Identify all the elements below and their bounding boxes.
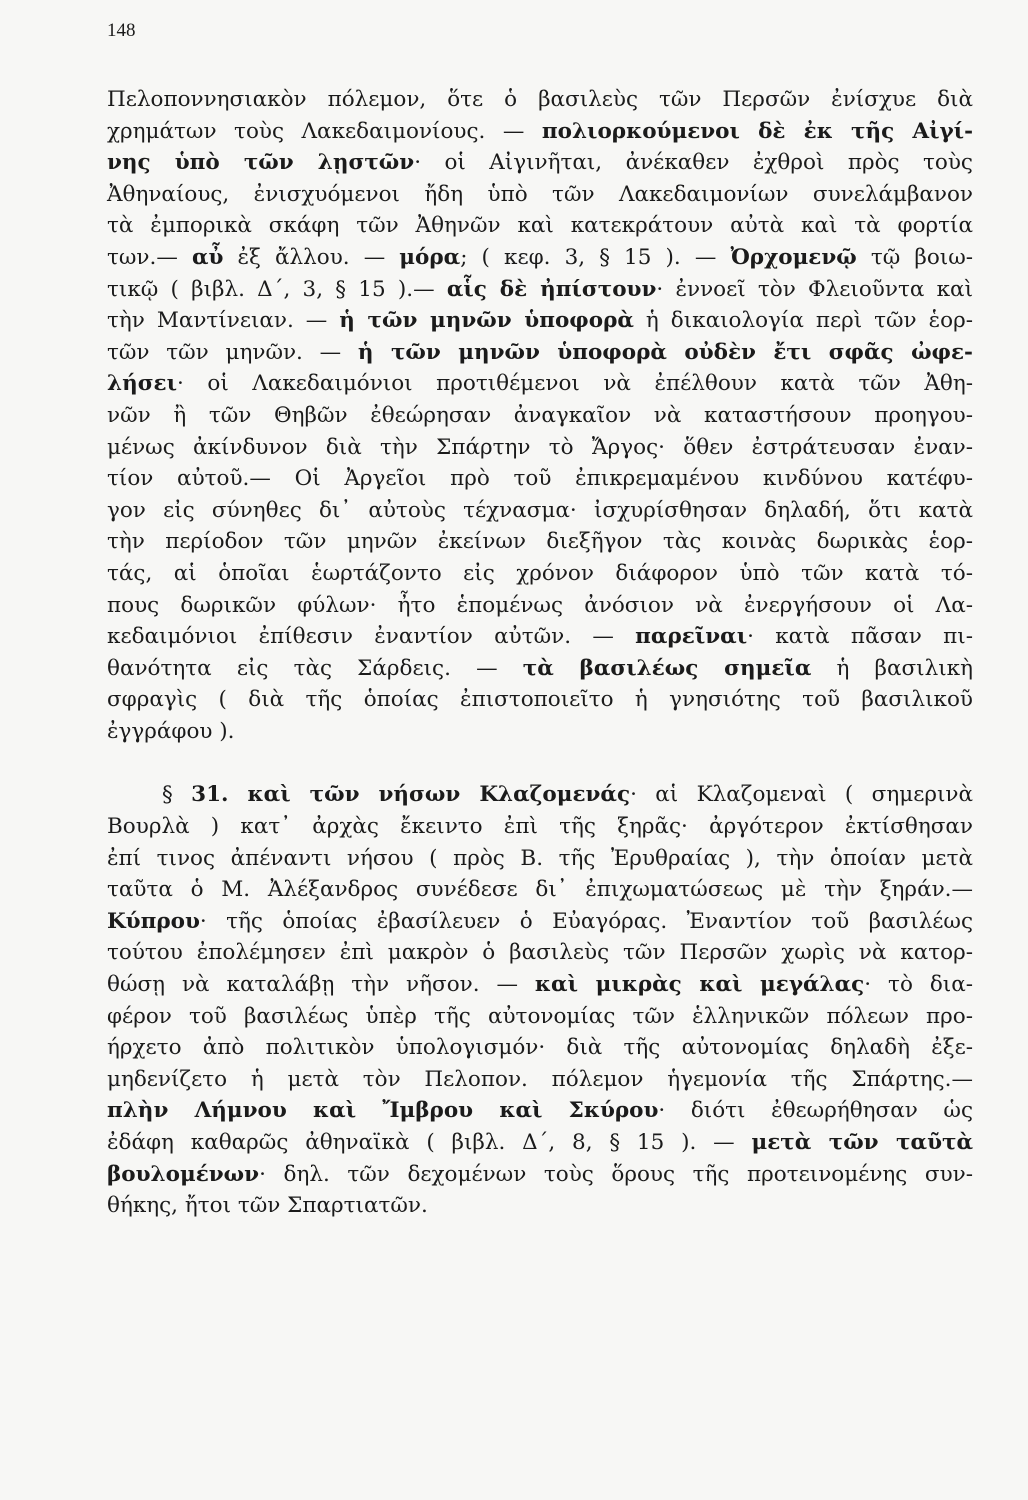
text-run: Βουρλὰ ) κατ᾽ ἀρχὰς ἔκειντο ἐπὶ τῆς ξηρᾶς· ἀργότερον ἐκτίσθησαν — [107, 814, 973, 840]
text-run: · αἱ Κλαζομεναὶ ( σημερινὰ — [630, 782, 973, 808]
text-run: ἐγγράφου ). — [107, 718, 235, 744]
text-line — [107, 400, 973, 432]
text-run: φέρον τοῦ βασιλέως ὑπὲρ τῆς αὐτονομίας τῶν ἑλληνικῶν πόλεων προ- — [107, 1003, 973, 1029]
text-run: κεδαιμόνιοι ἐπίθεσιν ἐναντίον αὐτῶν. — — [107, 624, 636, 650]
text-run: ταῦτα ὁ Μ. Ἀλέξανδρος συνέδεσε δι᾽ ἐπιχωματώσεως μὲ τὴν ξηράν.— — [107, 877, 973, 903]
text-run: τὴν περίοδον τῶν μηνῶν ἐκείνων διεξῆγον τὰς κοινὰς δωρικὰς ἑορ- — [107, 529, 973, 555]
text-run: · ἐννοεῖ τὸν Φλειοῦντα καὶ — [656, 276, 973, 302]
text-line — [107, 1127, 973, 1159]
text-line — [107, 621, 973, 653]
lemma-term: μετὰ τῶν ταῦτὰ — [751, 1130, 973, 1155]
text-line — [107, 210, 973, 242]
lemma-term: αὖ — [191, 244, 224, 270]
lemma-term: Ὀρχομενῷ — [730, 244, 857, 270]
text-run: τικῷ ( βιβλ. Δ΄, 3, § 15 ).— — [107, 276, 447, 302]
text-run: Ἀθηναίους, ἐνισχυόμενοι ἤδη ὑπὸ τῶν Λακεδαιμονίων συνελάμβανον — [107, 181, 973, 207]
text-line — [107, 495, 973, 527]
text-run: θώσῃ νὰ καταλάβῃ τὴν νῆσον. — — [107, 972, 535, 998]
text-run: ἡ βασιλικὴ — [811, 655, 973, 681]
text-run: ; ( κεφ. 3, § 15 ). — — [460, 244, 731, 270]
text-line — [107, 1001, 973, 1033]
text-run: · τῆς ὁποίας ἐβασίλευεν ὁ Εὐαγόρας. Ἐναντίον τοῦ βασιλέως — [199, 908, 973, 934]
text-run: Πελοποννησιακὸν πόλεμον, ὅτε ὁ βασιλεὺς τῶν Περσῶν ἐνίσχυε διὰ — [107, 87, 973, 112]
commentary-paragraph-2 — [107, 779, 973, 1221]
lemma-term: πολιορκούμενοι δὲ ἐκ τῆς Αἰγί- — [541, 118, 973, 144]
text-run: ἐδάφη καθαρῶς ἀθηναϊκὰ ( βιβλ. Δ΄, 8, § 15 ). — — [107, 1130, 752, 1155]
lemma-term: ἡ τῶν μηνῶν ὑποφορὰ οὐδὲν ἔτι σφᾶς ὠφε- — [357, 339, 973, 365]
text-line — [107, 1032, 973, 1064]
text-line — [107, 811, 973, 843]
text-run: πους δωρικῶν φύλων· ἦτο ἑπομένως ἀνόσιον νὰ ἐνεργήσουν οἱ Λα- — [107, 592, 973, 618]
commentary-paragraph-1 — [107, 84, 973, 747]
text-run: · τὸ δια- — [864, 972, 973, 998]
text-line — [107, 179, 973, 211]
lemma-term: Κύπρου — [107, 908, 200, 934]
lemma-term: βουλομένων — [107, 1161, 260, 1187]
lemma-term: λήσει — [107, 371, 178, 397]
text-run: μένως ἀκίνδυνον διὰ τὴν Σπάρτην τὸ Ἄργος· ὅθεν ἐστράτευσαν ἐναν- — [107, 434, 973, 460]
text-run: · οἱ Αἰγινῆται, ἀνέκαθεν ἐχθροὶ πρὸς τοὺς — [414, 150, 973, 176]
paragraph-gap — [107, 747, 973, 779]
text-line — [107, 558, 973, 590]
text-run: τάς, αἱ ὁποῖαι ἑωρτάζοντο εἰς χρόνον διάφορον ὑπὸ τῶν κατὰ τό- — [107, 560, 973, 586]
text-run: ἐξ ἄλλου. — — [223, 244, 400, 270]
text-run: τὴν Μαντίνειαν. — — [107, 308, 340, 334]
text-line — [107, 274, 973, 306]
text-line — [107, 1159, 973, 1191]
text-line — [107, 147, 973, 179]
text-line — [107, 337, 973, 369]
text-run: ἐπί τινος ἀπέναντι νήσου ( πρὸς Β. τῆς Ἐρυθραίας ), τὴν ὁποίαν μετὰ — [107, 845, 973, 871]
text-line — [107, 716, 973, 748]
commentary-text — [107, 84, 973, 1222]
lemma-term: παρεῖναι — [635, 624, 748, 650]
lemma-term: μόρα — [399, 244, 461, 270]
text-run: · διότι ἐθεωρήθησαν ὡς — [658, 1098, 973, 1124]
text-line — [107, 969, 973, 1001]
text-run: χρημάτων τοὺς Λακεδαιμονίους. — — [107, 118, 542, 144]
text-line — [107, 874, 973, 906]
text-line — [107, 1190, 973, 1222]
text-run: των.— — [107, 244, 192, 270]
text-line — [107, 653, 973, 685]
text-run: σφραγὶς ( διὰ τῆς ὁποίας ἐπιστοποιεῖτο ἡ γνησιότης τοῦ βασιλικοῦ — [107, 687, 973, 713]
text-line — [107, 937, 973, 969]
text-run: τούτου ἐπολέμησεν ἐπὶ μακρὸν ὁ βασιλεὺς τῶν Περσῶν χωρὶς νὰ κατορ- — [107, 940, 973, 966]
text-run: γον εἰς σύνηθες δι᾽ αὐτοὺς τέχνασμα· ἰσχυρίσθησαν δηλαδή, ὅτι κατὰ — [107, 497, 973, 523]
text-run: μηδενίζετο ἡ μετὰ τὸν Πελοπον. πόλεμον ἡγεμονία τῆς Σπάρτης.— — [107, 1066, 973, 1092]
text-run: νῶν ἢ τῶν Θηβῶν ἐθεώρησαν ἀναγκαῖον νὰ καταστήσουν προηγου- — [107, 402, 973, 428]
text-run: ἡ δικαιολογία περὶ τῶν ἑορ- — [633, 308, 973, 334]
text-line — [107, 368, 973, 400]
text-run: τῷ βοιω- — [856, 244, 973, 270]
text-line — [107, 1064, 973, 1096]
lemma-term: καὶ μικρὰς καὶ μεγάλας — [534, 972, 865, 998]
lemma-term: ἡ τῶν μηνῶν ὑποφορὰ — [339, 308, 634, 334]
text-line — [107, 684, 973, 716]
text-line — [107, 843, 973, 875]
text-run: θήκης, ἤτοι τῶν Σπαρτιατῶν. — [107, 1193, 428, 1219]
text-line — [107, 906, 973, 938]
text-line — [107, 1095, 973, 1127]
text-line — [107, 590, 973, 622]
text-run: · κατὰ πᾶσαν πι- — [747, 624, 973, 650]
text-line — [107, 463, 973, 495]
text-run: ήρχετο ἀπὸ πολιτικὸν ὑπολογισμόν· διὰ τῆς αὐτονομίας δηλαδὴ ἐξε- — [107, 1035, 973, 1061]
text-run: · δηλ. τῶν δεχομένων τοὺς ὅρους τῆς προτεινομένης συν- — [259, 1161, 973, 1187]
text-run: · οἱ Λακεδαιμόνιοι προτιθέμενοι νὰ ἐπέλθουν κατὰ τῶν Ἀθη- — [177, 371, 973, 397]
lemma-term: αἷς δὲ ἠπίστουν — [446, 276, 657, 302]
lemma-term: πλὴν Λήμνου καὶ Ἴμβρου καὶ Σκύρου — [107, 1098, 659, 1124]
text-line — [107, 526, 973, 558]
text-run: θανότητα εἰς τὰς Σάρδεις. — — [107, 655, 523, 681]
text-line — [107, 242, 973, 274]
text-run: § — [162, 782, 192, 808]
lemma-term: νης ὑπὸ τῶν λῃστῶν — [107, 150, 415, 176]
lemma-term: τὰ βασιλέως σημεῖα — [522, 655, 812, 681]
page-number: 148 — [107, 20, 136, 41]
text-run: τῶν τῶν μηνῶν. — — [107, 339, 358, 365]
text-line — [107, 779, 973, 811]
text-line — [107, 116, 973, 148]
lemma-term: 31. καὶ τῶν νήσων Κλαζομενάς — [191, 782, 631, 808]
text-line — [107, 432, 973, 464]
text-run: τὰ ἐμπορικὰ σκάφη τῶν Ἀθηνῶν καὶ κατεκράτουν αὐτὰ καὶ τὰ φορτία — [107, 213, 973, 239]
text-line — [107, 305, 973, 337]
text-line — [107, 84, 973, 116]
text-run: τίον αὐτοῦ.— Οἱ Ἀργεῖοι πρὸ τοῦ ἐπικρεμαμένου κινδύνου κατέφυ- — [107, 466, 973, 492]
